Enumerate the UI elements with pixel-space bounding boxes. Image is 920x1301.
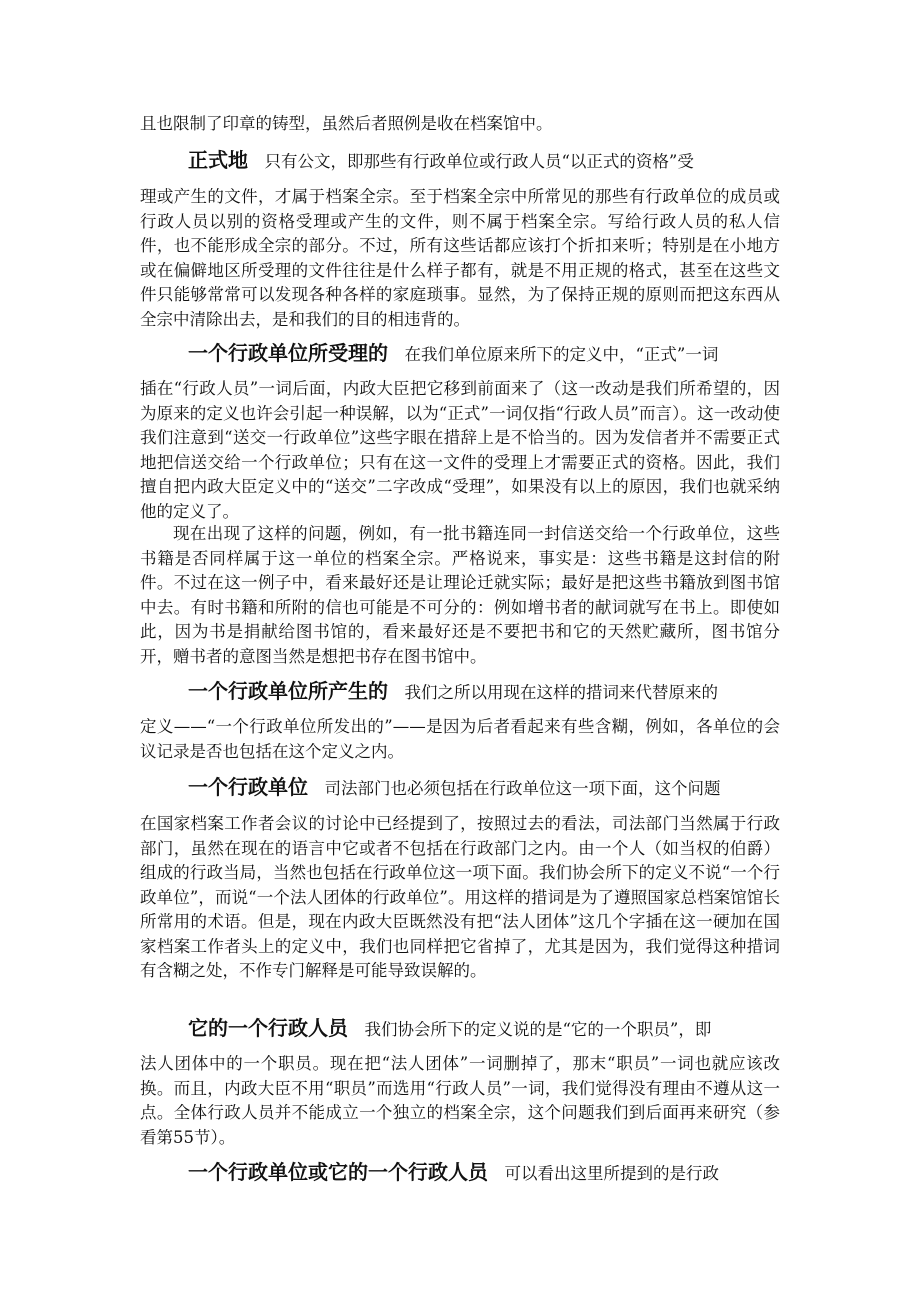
paragraph-6-body: 法人团体中的一个职员。现在把“法人团体”一词删掉了，那末“职员”一词也就应该改换。而且，内政大臣不用“职员”而选用“行政人员”一词，我们觉得没有理由不遵从这一点。全体行政人员并不能成立一个独立的档案全宗，这个问题我们到后面再来研究（参看第55节）。: [140, 1054, 780, 1147]
paragraph-5-lead: [140, 775, 780, 802]
paragraph-3: 现在出现了这样的问题，例如，有一批书籍连同一封信送交给一个行政单位，这些书籍是否同样属于这一单位的档案全宗。严格说来，事实是：这些书籍是这封信的附件。不过在这一例子中，看来最好还是让理论迁就实际；最好是把这些书籍放到图书馆中去。有时书籍和所附的信也可能是不可分的：例如增书者的献词就写在书上。即使如此，因为书是捐献给图书馆的，看来最好还是不要把书和它的天然贮藏所，图书馆分开，赠书者的意图当然是想把书存在图书馆中。: [140, 524, 780, 666]
paragraph-2-body: 插在“行政人员”一词后面，内政大臣把它移到前面来了（这一改动是我们所希望的，因为原来的定义也许会引起一种误解，以为“正式”一词仅指“行政人员”而言）。这一改动使我们注意到“送交一行政单位”这些字眼在措辞上是不恰当的。因为发信者并不需要正式地把信送交给一个行政单位；只有在这一文件的受理上才需要正式的资格。因此，我们擅自把内政大臣定义中的“送交”二字改成“受理”，如果没有以上的原因，我们也就采纳他的定义了。: [140, 379, 780, 521]
paragraph-4-body: 定义——“一个行政单位所发出的”——是因为后者看起来有些含糊，例如，各单位的会议记录是否也包括在这个定义之内。: [140, 717, 780, 761]
heading-danwei-huo-renyuan: 一个行政单位或它的一个行政人员: [188, 1160, 488, 1184]
heading-xingzheng-danwei: 一个行政单位: [188, 775, 308, 799]
paragraph-2-lead: [140, 341, 780, 368]
paragraph-2-first-line: 在我们单位原来所下的定义中，“正式”一词: [404, 345, 719, 364]
paragraph-1-body: 理或产生的文件，才属于档案全宗。至于档案全宗中所常见的那些有行政单位的成员或行政人员以别的资格受理或产生的文件，则不属于档案全宗。写给行政人员的私人信件，也不能形成全宗的部分。不过，所有这些话都应该打个折扣来听；特别是在小地方或在偏僻地区所受理的文件往往是什么样子都有，就是不用正规的格式，甚至在这些文件只能够常常可以发现各种各样的家庭琐事。显然，为了保持正规的原则而把这东西从全宗中清除出去，是和我们的目的相违背的。: [140, 187, 780, 329]
paragraph-1-lead: [140, 148, 780, 175]
paragraph-5-body: 在国家档案工作者会议的讨论中已经提到了，按照过去的看法，司法部门当然属于行政部门，虽然在现在的语言中它或者不包括在行政部门之内。由一个人（如当权的伯爵）组成的行政当局，当然也包括在行政单位这一项下面。我们协会所下的定义不说“一个行政单位”，而说“一个法人团体的行政单位”。用这样的措词是为了遵照国家总档案馆馆长所常用的术语。但是，现在内政大臣既然没有把“法人团体”这几个字插在这一硬加在国家档案工作者头上的定义中，我们也同样把它省掉了，尤其是因为，我们觉得这种措词有含糊之处，不作专门解释是可能导致误解的。: [140, 814, 780, 980]
heading-chansheng: 一个行政单位所产生的: [188, 679, 388, 703]
heading-shouli: 一个行政单位所受理的: [188, 341, 388, 365]
heading-zhengshi-di: 正式地: [188, 148, 248, 172]
heading-xingzheng-renyuan: 它的一个行政人员: [188, 1016, 348, 1040]
paragraph-4-lead: [140, 679, 780, 706]
paragraph-5-first-line: 司法部门也必须包括在行政单位这一项下面，这个问题: [324, 779, 721, 798]
paragraph-7-first-line: 可以看出这里所提到的是行政: [504, 1164, 719, 1183]
paragraph-6-first-line: 我们协会所下的定义说的是“它的一个职员”，即: [364, 1020, 712, 1039]
paragraph-1-first-line: 只有公文，即那些有行政单位或行政人员“以正式的资格”受: [264, 152, 694, 171]
paragraph-4-first-line: 我们之所以用现在这样的措词来代替原来的: [404, 683, 718, 702]
paragraph-6-lead: [140, 1016, 780, 1043]
paragraph-0: 且也限制了印章的铸型，虽然后者照例是收在档案馆中。: [140, 114, 553, 133]
paragraph-7-lead: [140, 1160, 780, 1187]
